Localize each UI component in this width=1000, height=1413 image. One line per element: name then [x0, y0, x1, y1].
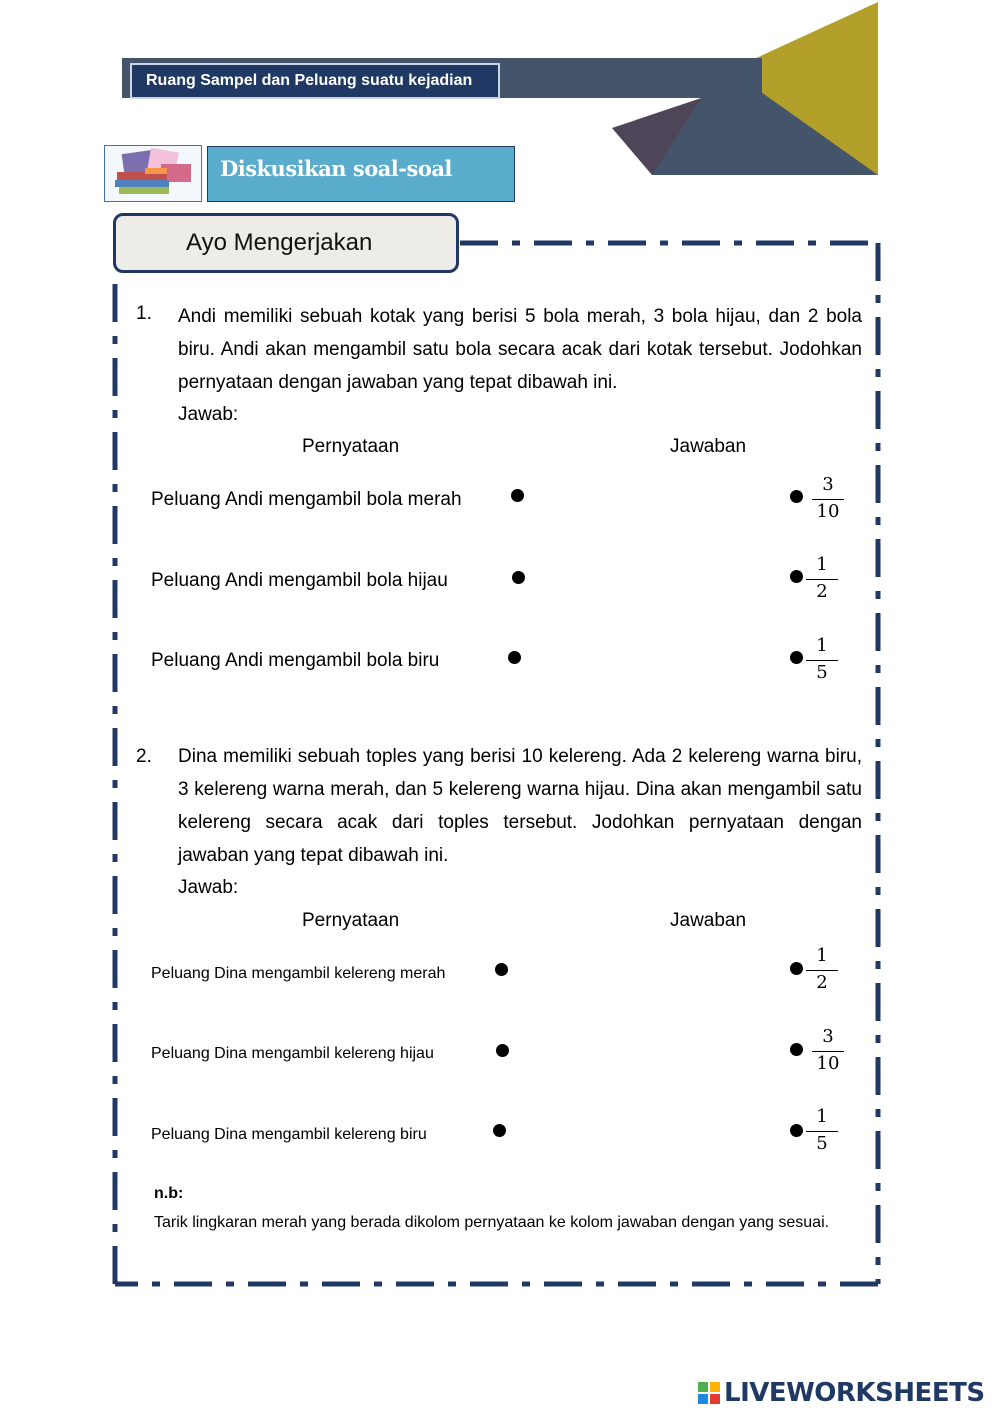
question-1-number: 1. — [136, 303, 152, 324]
note-title: n.b: — [154, 1185, 184, 1202]
question-1-answer-header: Jawaban — [670, 436, 747, 457]
liveworksheets-logo-icon — [698, 1382, 720, 1404]
section-title: Ayo Mengerjakan — [113, 213, 459, 273]
q1-answer-fraction-3: 1 5 — [802, 634, 842, 685]
q1-answer-dot-1[interactable] — [790, 490, 803, 503]
question-1-statement-header: Pernyataan — [302, 436, 400, 457]
q2-answer-fraction-3: 1 5 — [802, 1105, 842, 1156]
q2-answer-fraction-1: 1 2 — [802, 944, 842, 995]
q2-statement-dot-biru[interactable] — [493, 1124, 506, 1137]
question-2-number: 2. — [136, 746, 152, 767]
q2-statement-hijau: Peluang Dina mengambil kelereng hijau — [151, 1045, 434, 1062]
q2-statement-dot-hijau[interactable] — [496, 1044, 509, 1057]
q1-statement-dot-merah[interactable] — [511, 489, 524, 502]
question-2-answer-header: Jawaban — [670, 910, 747, 931]
q2-answer-dot-2[interactable] — [790, 1043, 803, 1056]
q1-statement-biru: Peluang Andi mengambil bola biru — [151, 650, 440, 671]
question-2-jawab: Jawab: — [178, 877, 239, 898]
question-1-text: Andi memiliki sebuah kotak yang berisi 5 bola merah, 3 bola hijau, dan 2 bola biru. Andi akan mengambil satu bola secara acak dari kotak tersebut. Jodohkan pernyataan dengan jawaban yang tepat dibawah ini. — [178, 306, 862, 393]
q1-statement-dot-biru[interactable] — [508, 651, 521, 664]
q1-statement-hijau: Peluang Andi mengambil bola hijau — [151, 570, 448, 591]
q1-statement-merah: Peluang Andi mengambil bola merah — [151, 489, 462, 510]
q1-answer-fraction-2: 1 2 — [802, 553, 842, 604]
q2-statement-merah: Peluang Dina mengambil kelereng merah — [151, 965, 446, 982]
note-text: Tarik lingkaran merah yang berada dikolom pernyataan ke kolom jawaban dengan yang sesuai. — [154, 1214, 830, 1231]
q1-answer-fraction-1: 3 10 — [808, 473, 848, 524]
topic-label: Ruang Sampel dan Peluang suatu kejadian — [130, 63, 500, 99]
question-2-statement-header: Pernyataan — [302, 910, 400, 931]
q2-statement-biru: Peluang Dina mengambil kelereng biru — [151, 1126, 427, 1143]
question-1-jawab: Jawab: — [178, 404, 239, 425]
q2-answer-fraction-2: 3 10 — [808, 1025, 848, 1076]
q2-statement-dot-merah[interactable] — [495, 963, 508, 976]
instruction-banner: Diskusikan soal-soal — [207, 146, 515, 202]
question-2-text: Dina memiliki sebuah toples yang berisi 10 kelereng. Ada 2 kelereng warna biru, 3 kelereng warna merah, dan 5 kelereng warna hijau. Dina akan mengambil satu kelereng secara acak dari toples tersebut. Jodohkan pernyataan dengan jawaban yang tepat dibawah ini. — [178, 746, 862, 866]
books-icon — [104, 145, 202, 202]
q1-statement-dot-hijau[interactable] — [512, 571, 525, 584]
liveworksheets-watermark: LIVEWORKSHEETS — [724, 1378, 985, 1408]
